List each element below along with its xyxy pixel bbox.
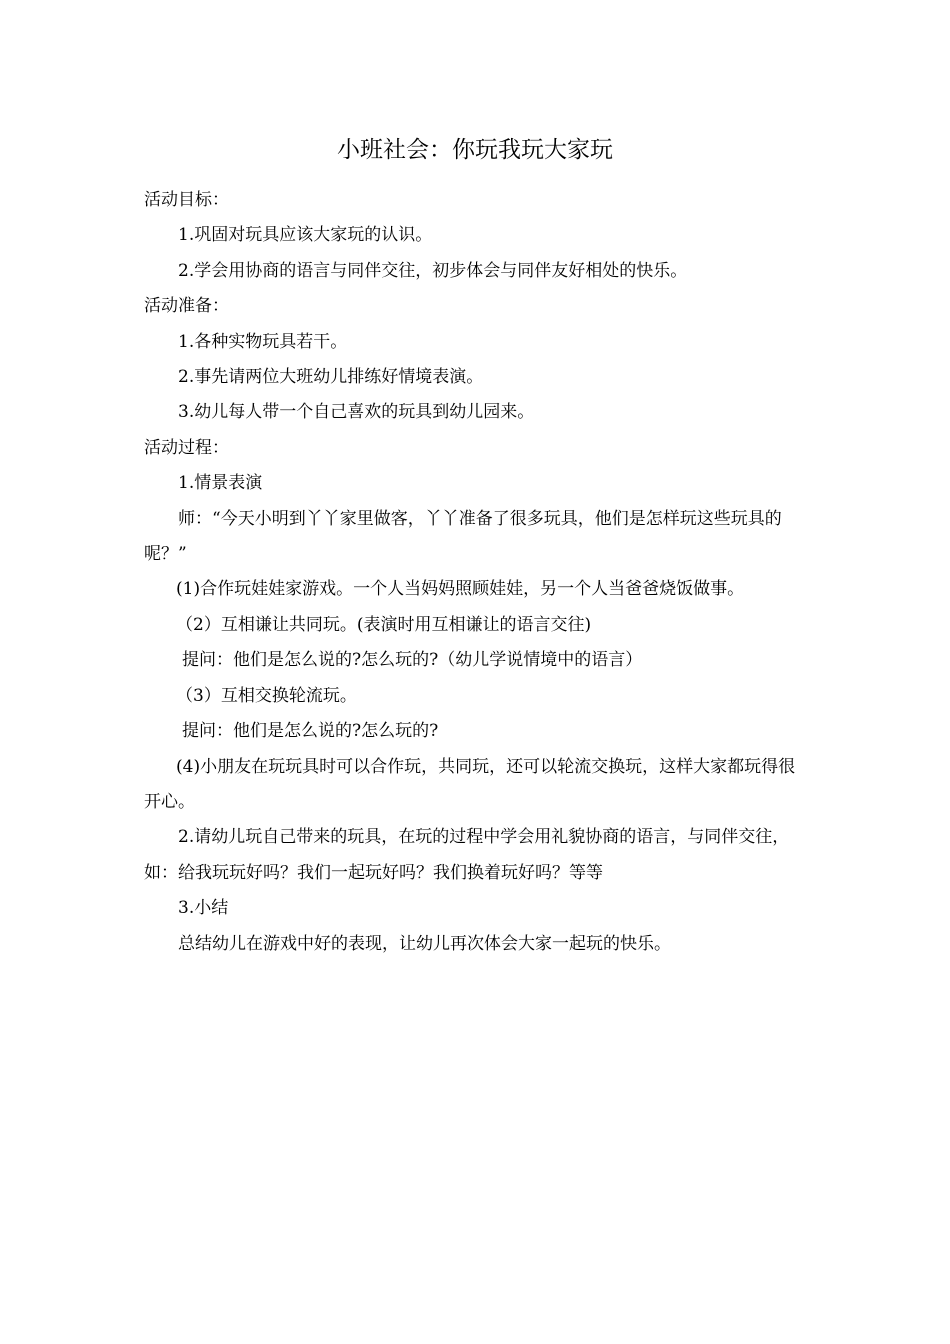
section-heading-process: 活动过程： [144, 437, 229, 458]
section-heading-preparation: 活动准备： [144, 296, 229, 317]
goal-item-1: 1.巩固对玩具应该大家玩的认识。 [178, 225, 433, 246]
preparation-item-3: 3.幼儿每人带一个自己喜欢的玩具到幼儿园来。 [178, 402, 535, 423]
summary-text: 总结幼儿在游戏中好的表现，让幼儿再次体会大家一起玩的快乐。 [178, 933, 671, 954]
section-heading-goals: 活动目标： [144, 190, 229, 210]
preparation-item-2: 2.事先请两位大班幼儿排练好情境表演。 [178, 367, 484, 388]
process-item-3: 3.小结 [178, 898, 229, 919]
document-title: 小班社会：你玩我玩大家玩 [337, 137, 613, 163]
goal-item-2: 2.学会用协商的语言与同伴交往，初步体会与同伴友好相处的快乐。 [178, 260, 688, 281]
process-subitem-2: （2）互相谦让共同玩。(表演时用互相谦让的语言交往) [176, 614, 592, 635]
question-2: 提问：他们是怎么说的?怎么玩的? [182, 721, 439, 742]
process-subitem-4: (4)小朋友在玩玩具时可以合作玩，共同玩，还可以轮流交换玩，这样大家都玩得很开心。 [144, 756, 796, 812]
preparation-item-1: 1.各种实物玩具若干。 [178, 331, 348, 352]
process-subitem-1: (1)合作玩娃娃家游戏。一个人当妈妈照顾娃娃，另一个人当爸爸烧饭做事。 [176, 579, 745, 600]
teacher-dialogue: 师：“今天小明到丫丫家里做客，丫丫准备了很多玩具，他们是怎样玩这些玩具的呢？” [144, 508, 782, 565]
document-body [144, 183, 808, 962]
process-item-2: 2.请幼儿玩自己带来的玩具，在玩的过程中学会用礼貌协商的语言，与同伴交往，如：给我玩玩好吗？我们一起玩好吗？我们换着玩好吗？等等 [144, 827, 790, 883]
process-subitem-3: （3）互相交换轮流玩。 [176, 685, 357, 706]
question-1: 提问：他们是怎么说的?怎么玩的?（幼儿学说情境中的语言） [182, 650, 643, 671]
process-item-1: 1.情景表演 [178, 473, 263, 494]
